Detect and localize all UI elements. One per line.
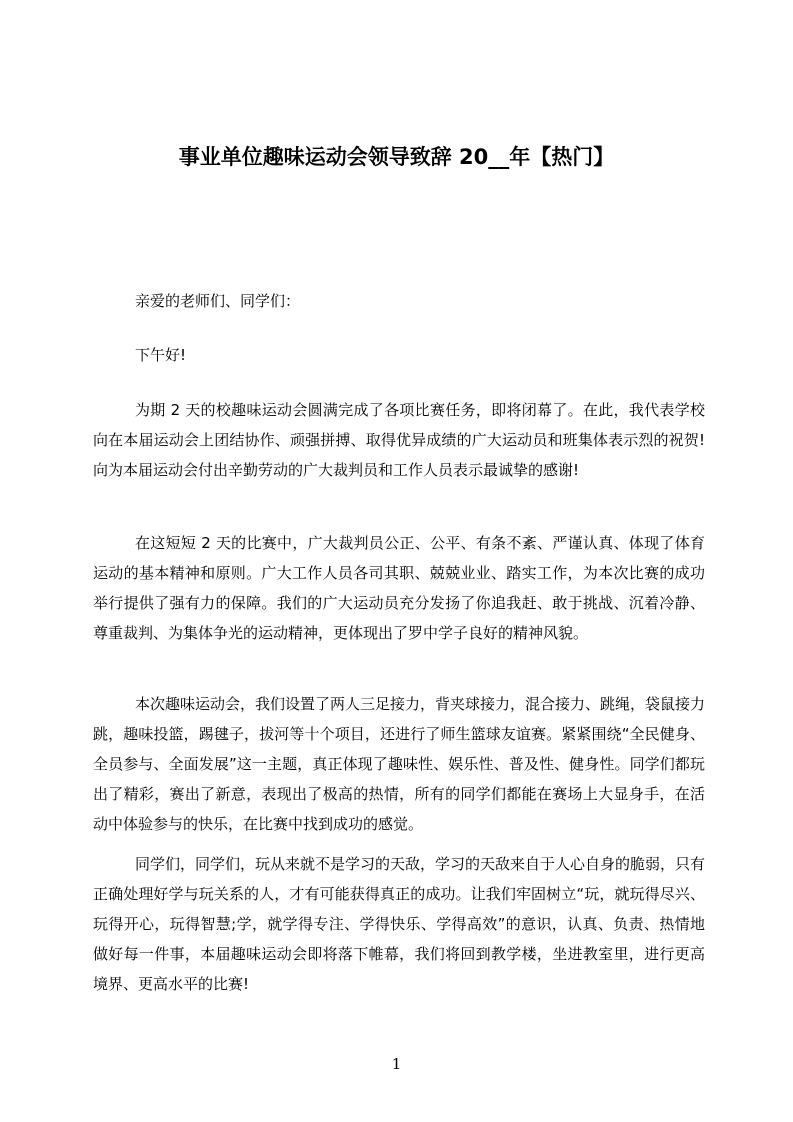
document-title: 事业单位趣味运动会领导致辞 20__年【热门】 — [178, 145, 615, 169]
paragraph-2: 在这短短 2 天的比赛中，广大裁判员公正、公平、有条不紊、严谨认真、体现了体育运动的基本精神和原则。广大工作人员各司其职、兢兢业业、踏实工作，为本次比赛的成功举行提供了强有力的保障。我们的广大运动员充分发扬了你追我赶、敢于挑战、沉着冷静、尊重裁判、为集体争光的运动精神，更体现出了罗中学子良好的精神风貌。 — [93, 534, 705, 642]
paragraph-3: 本次趣味运动会，我们设置了两人三足接力，背夹球接力，混合接力、跳绳，袋鼠接力跳，趣味投篮，踢毽子，拔河等十个项目，还进行了师生篮球友谊赛。紧紧围绕“全民健身、全员参与、全面发展”这一主题，真正体现了趣味性、娱乐性、普及性、健身性。同学们都玩出了精彩，赛出了新意，表现出了极高的热情，所有的同学们都能在赛场上大显身手，在活动中体验参与的快乐，在比赛中找到成功的感觉。 — [93, 695, 706, 833]
greeting: 下午好! — [135, 346, 187, 364]
paragraph-4: 同学们，同学们，玩从来就不是学习的天敌，学习的天敌来自于人心自身的脆弱，只有正确处理好学与玩关系的人，才有可能获得真正的成功。让我们牢固树立“玩，就玩得尽兴、玩得开心，玩得智慧;学，就学得专注、学得快乐、学得高效”的意识，认真、负责、热情地做好每一件事，本届趣味运动会即将落下帷幕，我们将回到教学楼，坐进教室里，进行更高境界、更高水平的比赛! — [93, 855, 706, 993]
paragraph-1: 为期 2 天的校趣味运动会圆满完成了各项比赛任务，即将闭幕了。在此，我代表学校向在本届运动会上团结协作、顽强拼搏、取得优异成绩的广大运动员和班集体表示烈的祝贺!向为本届运动会付出辛勤劳动的广大裁判员和工作人员表示最诚挚的感谢! — [93, 401, 705, 479]
salutation: 亲爱的老师们、同学们： — [135, 292, 301, 310]
page-number: 1 — [391, 1055, 402, 1073]
